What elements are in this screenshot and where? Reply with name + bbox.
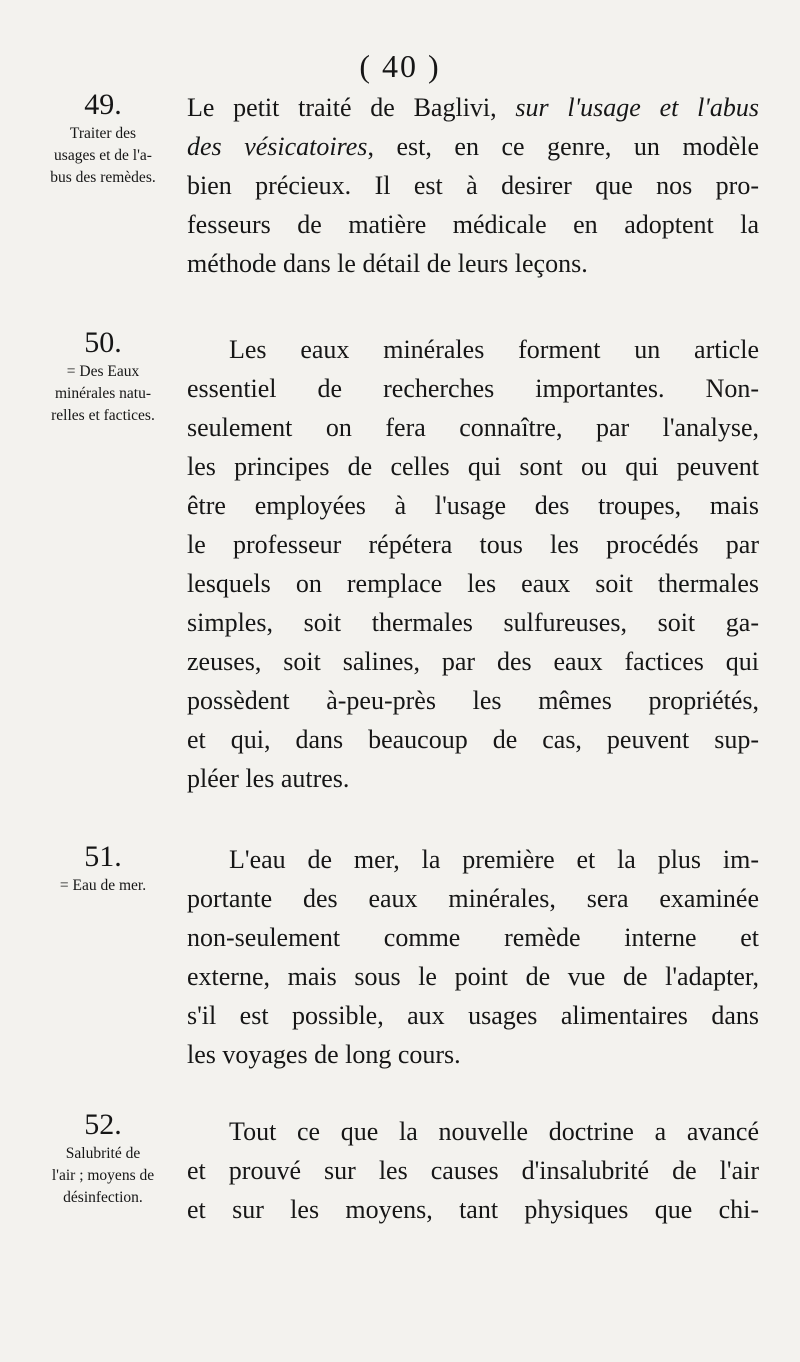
text-line: les voyages de long cours. <box>187 1040 461 1069</box>
text-line: pléer les autres. <box>187 764 350 793</box>
page-number: ( 40 ) <box>359 48 441 84</box>
margin-note-line: = Des Eaux <box>66 363 140 380</box>
margin-note-line: Salubrité de <box>65 1145 141 1162</box>
text-line: zeuses, soit salines, par des eaux factices qui <box>187 647 759 676</box>
text-line: les principes de celles qui sont ou qui peuvent <box>187 452 759 481</box>
paragraph-number: 49. <box>84 88 122 121</box>
text-line: essentiel de recherches importantes. Non- <box>187 374 759 403</box>
text-line: et qui, dans beaucoup de cas, peuvent sup- <box>187 725 759 754</box>
text-line: lesquels on remplace les eaux soit thermales <box>187 569 759 598</box>
text-line: portante des eaux minérales, sera examinée <box>187 884 759 913</box>
text-line: et sur les moyens, tant physiques que chi- <box>187 1195 759 1224</box>
paragraph-number: 50. <box>84 326 122 359</box>
text-line: non-seulement comme remède interne et <box>187 923 759 952</box>
margin-note <box>28 1108 178 1208</box>
text-line: fesseurs de matière médicale en adoptent la <box>187 210 759 239</box>
text-line: le professeur répétera tous les procédés par <box>187 530 759 559</box>
text-line: simples, soit thermales sulfureuses, soit ga- <box>187 608 759 637</box>
text-line: méthode dans le détail de leurs leçons. <box>187 249 588 278</box>
text-line: seulement on fera connaître, par l'analyse, <box>187 413 759 442</box>
text-line: L'eau de mer, la première et la plus im- <box>229 845 759 874</box>
margin-note-line: usages et de l'a- <box>54 147 152 164</box>
paragraph-text <box>187 88 759 283</box>
text-line: Tout ce que la nouvelle doctrine a avancé <box>229 1117 759 1146</box>
text-line: externe, mais sous le point de vue de l'adapter, <box>187 962 759 991</box>
paragraph-text <box>187 840 759 1074</box>
margin-note-line: l'air ; moyens de <box>51 1167 155 1184</box>
margin-note-line: relles et factices. <box>51 407 155 424</box>
text-line: possèdent à-peu-près les mêmes propriétés, <box>187 686 759 715</box>
paragraph-number: 52. <box>84 1108 122 1141</box>
margin-note <box>28 326 178 426</box>
margin-note-line: bus des remèdes. <box>50 169 156 186</box>
margin-note <box>28 88 178 188</box>
text-line: Le petit traité de Baglivi, sur l'usage et l'abus <box>187 93 759 122</box>
text-line: des vésicatoires, est, en ce genre, un modèle <box>187 132 759 161</box>
margin-note-line: minérales natu- <box>55 385 151 402</box>
margin-note-line: désinfection. <box>63 1189 143 1206</box>
margin-note-line: Traiter des <box>69 125 137 142</box>
text-line: Les eaux minérales forment un article <box>229 335 759 364</box>
margin-note <box>28 840 178 896</box>
text-line: être employées à l'usage des troupes, mais <box>187 491 759 520</box>
text-line: et prouvé sur les causes d'insalubrité de l'air <box>187 1156 759 1185</box>
margin-note-line: = Eau de mer. <box>59 877 147 894</box>
paragraph-text <box>187 330 759 798</box>
text-line: s'il est possible, aux usages alimentaires dans <box>187 1001 759 1030</box>
text-line: bien précieux. Il est à desirer que nos pro- <box>187 171 759 200</box>
paragraph-text <box>187 1112 759 1229</box>
paragraph-number: 51. <box>84 840 122 873</box>
